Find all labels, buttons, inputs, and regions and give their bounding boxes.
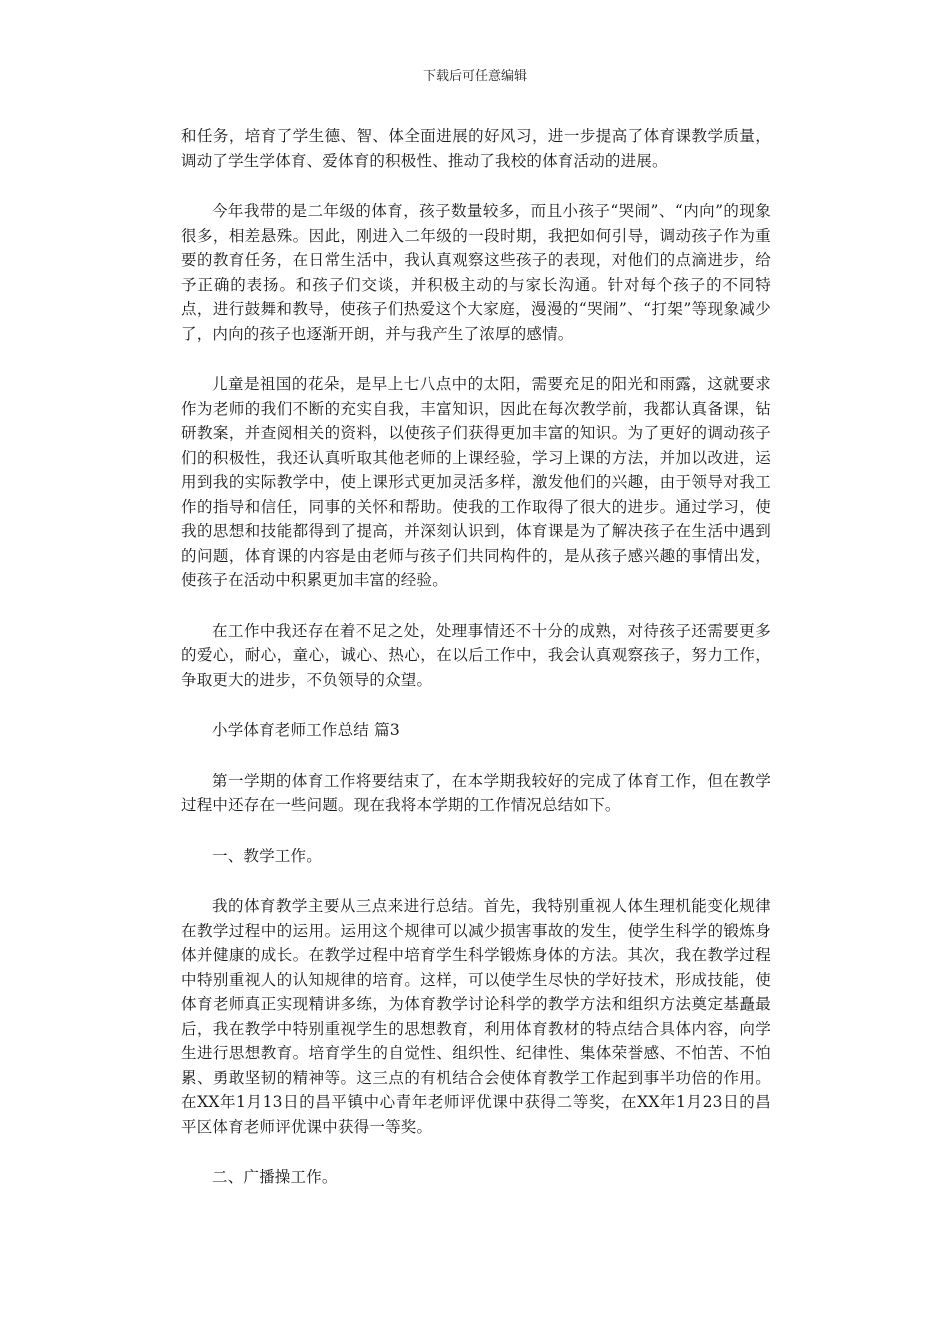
paragraph-continuation: 和任务，培育了学生德、智、体全面进展的好风习，进一步提高了体育课教学质量，调动了学生学体育、爱体育的积极性、推动了我校的体育活动的进展。 (181, 127, 771, 170)
paragraph: 今年我带的是二年级的体育，孩子数量较多，而且小孩子“哭闹”、“内向”的现象很多，相差悬殊。因此，刚进入二年级的一段时期，我把如何引导，调动孩子作为重要的教育任务，在日常生活中，我认真观察这些孩子的表现，对他们的点滴进步，给予正确的表扬。和孩子们交谈，并积极主动的与家长沟通。针对每个孩子的不同特点，进行鼓舞和教导，使孩子们热爱这个大家庭，漫漫的“哭闹”、“打架”等现象减少了，内向的孩子也逐渐开朗，并与我产生了浓厚的感情。 (181, 202, 771, 343)
paragraph: 第一学期的体育工作将要结束了，在本学期我较好的完成了体育工作，但在教学过程中还存在一些问题。现在我将本学期的工作情况总结如下。 (181, 771, 771, 814)
section-title: 小学体育老师工作总结 篇3 (212, 721, 400, 739)
subsection-heading: 一、教学工作。 (212, 846, 322, 865)
subsection-heading: 二、广播操工作。 (212, 1168, 338, 1186)
paragraph: 儿童是祖国的花朵，是早上七八点中的太阳，需要充足的阳光和雨露，这就要求作为老师的我们不断的充实自我，丰富知识，因此在每次教学前，我都认真备课，钻研教案，并查阅相关的资料，以使孩子们获得更加丰富的知识。为了更好的调动孩子们的积极性，我还认真听取其他老师的上课经验，学习上课的方法，并加以改进，运用到我的实际教学中，使上课形式更加灵活多样，激发他们的兴趣，由于领导对我工作的指导和信任，同事的关怀和帮助。使我的工作取得了很大的进步。通过学习，使我的思想和技能都得到了提高，并深刻认识到，体育课是为了解决孩子在生活中遇到的问题，体育课的内容是由老师与孩子们共同构件的，是从孩子感兴趣的事情出发，使孩子在活动中积累更加丰富的经验。 (181, 375, 771, 589)
page-header-note: 下载后可任意编辑 (422, 69, 527, 84)
paragraph: 我的体育教学主要从三点来进行总结。首先，我特别重视人体生理机能变化规律在教学过程中的运用。运用这个规律可以减少损害事故的发生，使学生科学的锻炼身体并健康的成长。在教学过程中培育学生科学锻炼身体的方法。其次，我在教学过程中特别重视人的认知规律的培育。这样，可以使学生尽快的学好技术，形成技能，使体育老师真正实现精讲多练，为体育教学讨论科学的教学方法和组织方法奠定基矗最后，我在教学中特别重视学生的思想教育，利用体育教材的特点结合具体内容，向学生进行思想教育。培育学生的自觉性、组织性、纪律性、集体荣誉感、不怕苦、不怕累、勇敢坚韧的精神等。这三点的有机结合会使体育教学工作起到事半功倍的作用。在XX年1月13日的昌平镇中心青年老师评优课中获得二等奖，在XX年1月23日的昌平区体育老师评优课中获得一等奖。 (181, 897, 771, 1136)
document-body (181, 124, 771, 1216)
paragraph: 在工作中我还存在着不足之处，处理事情还不十分的成熟，对待孩子还需要更多的爱心，耐心，童心，诚心、热心，在以后工作中，我会认真观察孩子，努力工作，争取更大的进步，不负领导的众望。 (181, 621, 771, 689)
